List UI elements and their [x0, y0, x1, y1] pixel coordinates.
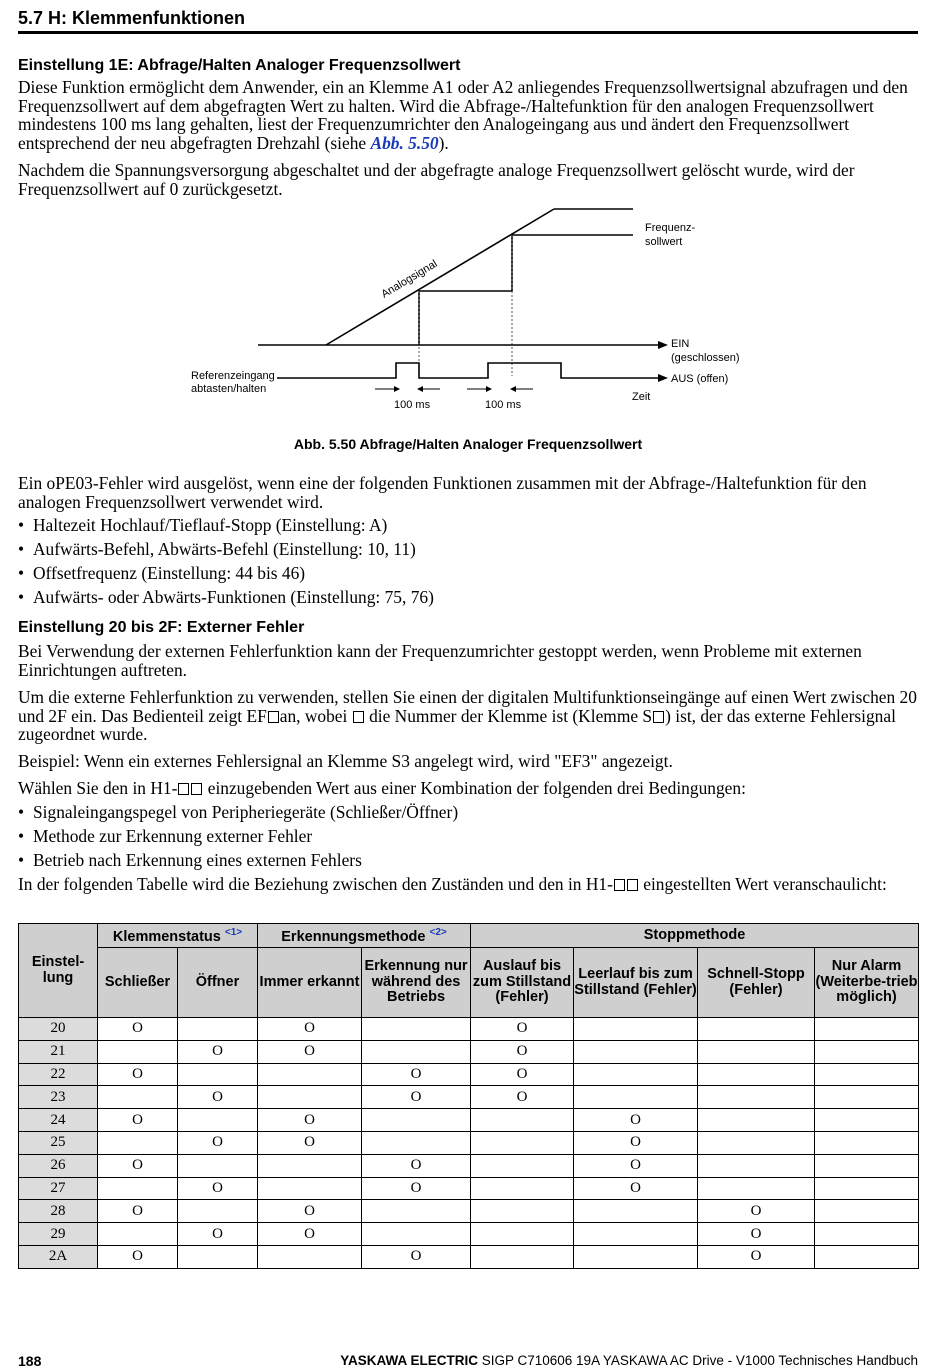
heading-1e: Einstellung 1E: Abfrage/Halten Analoger Frequenzsollwert	[18, 57, 461, 74]
label-abtasten-halten: abtasten/halten	[191, 383, 267, 395]
table-cell: O	[98, 1154, 178, 1177]
setting-cell: 23	[19, 1086, 98, 1109]
table-cell	[574, 1200, 698, 1223]
table-cell: O	[362, 1245, 471, 1268]
placeholder-box-icon	[627, 879, 638, 891]
paragraph-ope03: Ein oPE03-Fehler wird ausgelöst, wenn eine der folgenden Funktionen zusammen mit der Abfrage-/Haltefunktion für den analogen Frequenzsollwert verwendet wird.	[18, 473, 867, 512]
table-cell	[698, 1131, 815, 1154]
table-row	[19, 1063, 919, 1086]
table-row	[19, 1086, 919, 1109]
analog-signal-line	[326, 209, 554, 345]
label-100ms: 100 ms	[485, 399, 522, 411]
table-cell: O	[98, 1063, 178, 1086]
figure-caption: Abb. 5.50 Abfrage/Halten Analoger Frequenzsollwert	[293, 436, 643, 452]
frequency-reference-line	[419, 235, 633, 345]
table-cell: O	[258, 1131, 362, 1154]
manual-page	[18, 0, 918, 1369]
table-cell	[815, 1063, 919, 1086]
header-erkennung-betrieb: Erkennung nur während des Betriebs	[362, 948, 471, 1018]
table-cell: O	[574, 1177, 698, 1200]
table-cell	[698, 1109, 815, 1132]
paragraph-1e-reset: Nachdem die Spannungsversorgung abgeschaltet und der abgefragte analoge Frequenzsollwert gelöscht wurde, wird der Frequenzsollwert auf 0 zurückgesetzt.	[18, 160, 855, 199]
table-cell	[698, 1154, 815, 1177]
table-cell	[471, 1154, 574, 1177]
header-oeffner: Öffner	[178, 948, 258, 1018]
table-cell	[362, 1040, 471, 1063]
table-cell	[362, 1109, 471, 1132]
setting-cell: 28	[19, 1200, 98, 1223]
table-row	[19, 1177, 919, 1200]
table-row	[19, 1131, 919, 1154]
table-cell: O	[258, 1109, 362, 1132]
table-cell: O	[98, 1245, 178, 1268]
table-cell	[258, 1086, 362, 1109]
table-cell: O	[258, 1018, 362, 1041]
setting-cell: 24	[19, 1109, 98, 1132]
time-axis-arrow	[658, 374, 668, 382]
table-cell	[698, 1177, 815, 1200]
table-cell	[815, 1177, 919, 1200]
table-cell	[98, 1177, 178, 1200]
table-cell	[574, 1245, 698, 1268]
label-zeit: Zeit	[632, 391, 651, 403]
timing-diagram	[18, 200, 918, 450]
section-title: 5.7 H: Klemmenfunktionen	[18, 8, 246, 28]
table-cell: O	[471, 1040, 574, 1063]
label-frequenz: Frequenz-	[645, 222, 696, 234]
table-body	[19, 1018, 919, 1269]
list-item: • Haltezeit Hochlauf/Tieflauf-Stopp (Einstellung: A)	[18, 515, 388, 535]
paragraph-select-value: Wählen Sie den in H1- einzugebenden Wert aus einer Kombination der folgenden drei Bedingungen:	[18, 778, 746, 798]
table-cell: O	[471, 1086, 574, 1109]
table-cell	[698, 1063, 815, 1086]
table-row	[19, 1154, 919, 1177]
x-axis-arrow	[658, 341, 668, 349]
table-cell	[574, 1063, 698, 1086]
table-cell	[698, 1040, 815, 1063]
header-klemmenstatus: Klemmenstatus $^{<1>}$	[98, 924, 258, 948]
footnote-ref[interactable]: <1>	[224, 927, 243, 939]
table-cell: O	[178, 1177, 258, 1200]
header-nur-alarm: Nur Alarm (Weiterbe-trieb möglich)	[815, 948, 919, 1018]
list-item: • Methode zur Erkennung externer Fehler	[18, 826, 313, 846]
list-item: • Aufwärts- oder Abwärts-Funktionen (Einstellung: 75, 76)	[18, 587, 434, 607]
label-referenzeingang: Referenzeingang	[191, 370, 275, 382]
table-cell	[574, 1223, 698, 1246]
label-geschlossen: (geschlossen)	[671, 352, 740, 364]
setting-cell: 25	[19, 1131, 98, 1154]
table-cell	[178, 1063, 258, 1086]
list-item: • Offsetfrequenz (Einstellung: 44 bis 46)	[18, 563, 306, 583]
table-cell: O	[98, 1200, 178, 1223]
placeholder-box-icon	[653, 711, 664, 723]
footnote-ref[interactable]: <2>	[429, 927, 447, 939]
table-cell	[471, 1131, 574, 1154]
header-schliesser: Schließer	[98, 948, 178, 1018]
list-item: • Signaleingangspegel von Peripheriegeräte (Schließer/Öffner)	[18, 802, 459, 822]
table-cell: O	[258, 1200, 362, 1223]
label-sollwert: sollwert	[645, 236, 683, 248]
setting-cell: 2A	[19, 1245, 98, 1268]
table-cell	[815, 1223, 919, 1246]
label-analogsignal: Analogsignal	[379, 257, 440, 301]
list-item: • Betrieb nach Erkennung eines externen Fehlers	[18, 850, 362, 870]
table-cell	[574, 1040, 698, 1063]
table-cell	[815, 1086, 919, 1109]
table-cell: O	[574, 1109, 698, 1132]
setting-cell: 20	[19, 1018, 98, 1041]
table-cell	[815, 1245, 919, 1268]
header-immer-erkannt: Immer erkannt	[258, 948, 362, 1018]
header-erkennungsmethode: Erkennungsmethode $^{<2>}$	[258, 924, 471, 948]
table-cell	[98, 1086, 178, 1109]
table-cell: O	[574, 1131, 698, 1154]
table-cell: O	[258, 1223, 362, 1246]
paragraph-example: Beispiel: Wenn ein externes Fehlersignal an Klemme S3 angelegt wird, wird "EF3" angezeigt.	[18, 751, 673, 771]
page-footer	[18, 1353, 918, 1369]
placeholder-box-icon	[614, 879, 625, 891]
table-cell: O	[178, 1040, 258, 1063]
table-cell: O	[258, 1040, 362, 1063]
table-cell: O	[178, 1086, 258, 1109]
table-row	[19, 1109, 919, 1132]
table-cell	[178, 1154, 258, 1177]
table-cell: O	[178, 1223, 258, 1246]
table-cell	[98, 1131, 178, 1154]
table-cell: O	[362, 1154, 471, 1177]
table-cell	[362, 1223, 471, 1246]
paragraph-text: ).	[438, 132, 449, 153]
table-cell: O	[698, 1223, 815, 1246]
table-cell: O	[698, 1245, 815, 1268]
table-row	[19, 1245, 919, 1268]
placeholder-box-icon	[178, 783, 189, 795]
table-cell	[698, 1018, 815, 1041]
table-cell: O	[471, 1063, 574, 1086]
header-einstellung: Einstel-lung	[19, 924, 98, 1018]
paragraph-1e-intro	[18, 78, 918, 152]
heading-20-2f: Einstellung 20 bis 2F: Externer Fehler	[18, 619, 305, 636]
label-ein: EIN	[671, 338, 690, 350]
table-cell	[362, 1131, 471, 1154]
label-100ms: 100 ms	[394, 399, 431, 411]
paragraph-table-intro: In der folgenden Tabelle wird die Beziehung zwischen den Zuständen und den in H1- eingestellten Wert veranschaulicht:	[18, 874, 887, 894]
table-cell	[815, 1018, 919, 1041]
table-row	[19, 1040, 919, 1063]
paragraph-ef-display: Um die externe Fehlerfunktion zu verwenden, stellen Sie einen der digitalen Multifunktionseingänge auf einen Wert zwischen 20 und 2F ein. Das Bedienteil zeigt EF an, wobei die Nummer der Klemme ist (Klemme S ) ist, der das externe Fehlersignal zugeordnet wurde.	[18, 687, 917, 745]
table-cell: O	[178, 1131, 258, 1154]
list-item: • Aufwärts-Befehl, Abwärts-Befehl (Einstellung: 10, 11)	[18, 539, 416, 559]
table-cell	[815, 1131, 919, 1154]
table-cell	[258, 1063, 362, 1086]
table-cell	[471, 1177, 574, 1200]
table-cell	[178, 1018, 258, 1041]
table-cell	[815, 1200, 919, 1223]
table-row	[19, 1223, 919, 1246]
section-rule	[18, 31, 918, 34]
setting-cell: 22	[19, 1063, 98, 1086]
page-number: 188	[18, 1353, 42, 1369]
table-row	[19, 1018, 919, 1041]
table-cell: O	[471, 1018, 574, 1041]
setting-cell: 27	[19, 1177, 98, 1200]
table-cell: O	[362, 1177, 471, 1200]
table-cell	[178, 1109, 258, 1132]
setting-cell: 29	[19, 1223, 98, 1246]
table-cell: O	[362, 1086, 471, 1109]
table-cell	[471, 1223, 574, 1246]
table-cell: O	[698, 1200, 815, 1223]
table-cell	[98, 1040, 178, 1063]
table-cell	[471, 1200, 574, 1223]
table-cell	[815, 1154, 919, 1177]
paragraph-text: Diese Funktion ermöglicht dem Anwender, ein an Klemme A1 oder A2 anliegendes Frequenzsollwertsignal abzufragen und den Frequenzsollwert auf dem abgefragten Wert zu halten. Wird die Abfrage-/Haltefunktion für den analogen Frequenzsollwert mindestens 100 ms lang gehalten, liest der Frequenzumrichter den Analogeingang aus und ändert den Frequenzsollwert entsprechend der neu abgefragten Drehzahl (siehe	[18, 77, 908, 153]
header-schnell-stopp: Schnell-Stopp (Fehler)	[698, 948, 815, 1018]
table-cell	[362, 1200, 471, 1223]
table-cell	[178, 1245, 258, 1268]
table-cell	[362, 1018, 471, 1041]
figure-link[interactable]: Abb. 5.50	[370, 132, 439, 153]
table-cell	[574, 1086, 698, 1109]
sample-hold-signal	[277, 363, 658, 378]
table-cell	[574, 1018, 698, 1041]
table-cell	[815, 1040, 919, 1063]
table-cell	[471, 1245, 574, 1268]
table-cell	[178, 1200, 258, 1223]
table-cell	[258, 1245, 362, 1268]
label-aus: AUS (offen)	[671, 373, 729, 385]
header-stoppmethode: Stoppmethode	[471, 924, 919, 948]
table-cell: O	[98, 1018, 178, 1041]
table-cell: O	[574, 1154, 698, 1177]
header-leerlauf: Leerlauf bis zum Stillstand (Fehler)	[574, 948, 698, 1018]
table-cell	[98, 1223, 178, 1246]
placeholder-box-icon	[191, 783, 202, 795]
header-auslauf: Auslauf bis zum Stillstand (Fehler)	[471, 948, 574, 1018]
footer-document-title: YASKAWA ELECTRIC SIGP C710606 19A YASKAWA AC Drive - V1000 Technisches Handbuch	[340, 1353, 918, 1368]
paragraph-external-fault: Bei Verwendung der externen Fehlerfunktion kann der Frequenzumrichter gestoppt werden, wenn Probleme mit externen Einrichtungen auftreten.	[18, 641, 862, 680]
table-cell	[471, 1109, 574, 1132]
table-cell	[815, 1109, 919, 1132]
table-row	[19, 1200, 919, 1223]
table-cell: O	[362, 1063, 471, 1086]
table-cell: O	[98, 1109, 178, 1132]
table-cell	[698, 1086, 815, 1109]
setting-cell: 26	[19, 1154, 98, 1177]
table-cell	[258, 1154, 362, 1177]
table-cell	[258, 1177, 362, 1200]
placeholder-box-icon	[353, 711, 364, 723]
settings-table	[18, 923, 919, 1269]
setting-cell: 21	[19, 1040, 98, 1063]
placeholder-box-icon	[268, 711, 279, 723]
